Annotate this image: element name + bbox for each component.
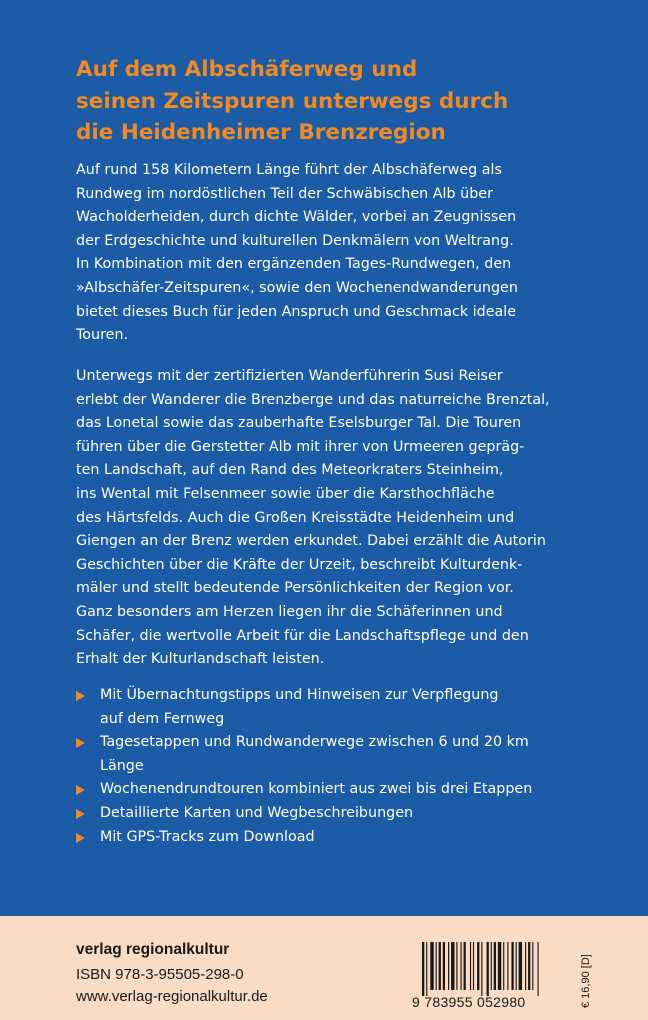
intro-paragraph <box>76 159 636 348</box>
feature-line: auf dem Fernweg <box>100 710 225 727</box>
barcode-bar <box>473 942 474 990</box>
triangle-bullet-icon <box>76 785 85 795</box>
publisher-name: verlag regionalkultur <box>76 941 230 958</box>
ean-barcode <box>412 938 586 1014</box>
barcode-bar <box>456 942 457 990</box>
feature-line: Wochenendrundtouren kombiniert aus zwei bis drei Etappen <box>100 781 533 798</box>
barcode-bar <box>470 942 471 990</box>
paragraph-line: führen über die Gerstetter Alb mit ihrer von Urmeeren gepräg- <box>76 438 525 455</box>
paragraph-line: Schäfer, die wertvolle Arbeit für die Landschaftspflege und den <box>76 627 529 644</box>
barcode-bar <box>436 942 437 990</box>
triangle-bullet-icon <box>76 833 85 843</box>
feature-item <box>76 802 636 826</box>
price-text: € 16,90 [D] <box>580 954 592 1008</box>
barcode-bar <box>511 942 513 990</box>
headline-line: Auf dem Albschäferweg und <box>76 57 418 82</box>
barcode-bars <box>422 942 578 996</box>
paragraph-line: ins Wental mit Felsenmeer sowie über die Karsthochfläche <box>76 485 495 502</box>
barcode-bar <box>443 942 445 990</box>
paragraph-line: Ganz besonders am Herzen liegen ihr die Schäferinnen und <box>76 603 503 620</box>
barcode-bar <box>461 942 462 990</box>
paragraph-line: »Albschäfer-Zeitspuren«, sowie den Wochenendwanderungen <box>76 279 518 296</box>
feature-item <box>76 731 636 778</box>
headline <box>76 54 636 149</box>
feature-item <box>76 778 636 802</box>
barcode-bar <box>516 942 517 990</box>
barcode-bar <box>498 942 501 990</box>
price-tag <box>572 938 648 1014</box>
paragraph-line: erlebt der Wanderer die Brenzberge und das naturreiche Brenztal, <box>76 391 550 408</box>
barcode-bar <box>487 942 489 996</box>
barcode-bar <box>532 942 533 990</box>
paragraph-line: das Lonetal sowie das zauberhafte Eselsburger Tal. Die Touren <box>76 415 522 432</box>
barcode-bar <box>503 942 504 990</box>
barcode-bar <box>477 942 479 990</box>
publisher-url: www.verlag-regionalkultur.de <box>76 988 268 1005</box>
feature-line: Tagesetappen und Rundwanderwege zwischen 6 und 20 km <box>100 734 529 751</box>
barcode-bar <box>525 942 526 990</box>
barcode-bar <box>451 942 454 990</box>
paragraph-line: In Kombination mit den ergänzenden Tages-Rundwegen, den <box>76 256 512 273</box>
paragraph-line: Wacholderheiden, durch dichte Wälder, vorbei an Zeugnissen <box>76 209 517 226</box>
paragraph-line: des Härtsfelds. Auch die Großen Kreisstädte Heidenheim und <box>76 509 515 526</box>
barcode-bar <box>494 942 496 990</box>
barcode-bar <box>528 942 530 990</box>
barcode-bar <box>448 942 449 990</box>
paragraph-line: Geschichten über die Kräfte der Urzeit, beschreibt Kulturdenk- <box>76 556 523 573</box>
feature-list <box>76 684 636 849</box>
feature-line: Mit Übernachtungstipps und Hinweisen zur Verpflegung <box>100 687 499 703</box>
headline-line: seinen Zeitspuren unterwegs durch <box>76 88 509 114</box>
paragraph-line: Unterwegs mit der zertifizierten Wanderführerin Susi Reiser <box>76 368 503 384</box>
barcode-bar <box>464 942 466 990</box>
paragraph-line: Rundweg im nordöstlichen Teil der Schwäbischen Alb über <box>76 185 493 202</box>
barcode-bar <box>491 942 492 990</box>
paragraph-line: der Erdgeschichte und kulturellen Denkmälern von Weltrang. <box>76 232 514 249</box>
feature-item <box>76 826 636 850</box>
barcode-bar <box>507 942 508 990</box>
feature-item <box>76 684 636 731</box>
paragraph-line: ten Landschaft, auf den Rand des Meteorkraters Steinheim, <box>76 462 504 479</box>
barcode-bar <box>519 942 522 990</box>
isbn-number: ISBN 978-3-95505-298-0 <box>76 966 244 983</box>
barcode-bar <box>439 942 441 990</box>
feature-line: Länge <box>100 757 144 774</box>
paragraph-line: Giengen an der Brenz werden erkundet. Dabei erzählt die Autorin <box>76 533 546 550</box>
barcode-bar <box>426 942 427 996</box>
triangle-bullet-icon <box>76 809 85 819</box>
barcode-bar <box>538 942 539 996</box>
paragraph-line: Touren. <box>76 327 129 344</box>
paragraph-line: mäler und stellt bedeutende Persönlichkeiten der Region vor. <box>76 580 514 597</box>
barcode-bar <box>422 942 424 996</box>
author-paragraph <box>76 365 636 672</box>
feature-line: Detaillierte Karten und Wegbeschreibungen <box>100 804 414 821</box>
paragraph-line: Erhalt der Kulturlandschaft leisten. <box>76 651 325 668</box>
barcode-bar <box>481 942 482 996</box>
triangle-bullet-icon <box>76 738 85 748</box>
paragraph-line: bietet dieses Buch für jeden Anspruch und Geschmack ideale <box>76 303 517 320</box>
headline-line: die Heidenheimer Brenzregion <box>76 120 446 145</box>
feature-line: Mit GPS-Tracks zum Download <box>100 828 315 845</box>
barcode-digits: 9 783955 052980 <box>412 994 526 1010</box>
paragraph-line: Auf rund 158 Kilometern Länge führt der Albschäferweg als <box>76 162 502 178</box>
triangle-bullet-icon <box>76 691 85 701</box>
barcode-bar <box>430 942 433 990</box>
